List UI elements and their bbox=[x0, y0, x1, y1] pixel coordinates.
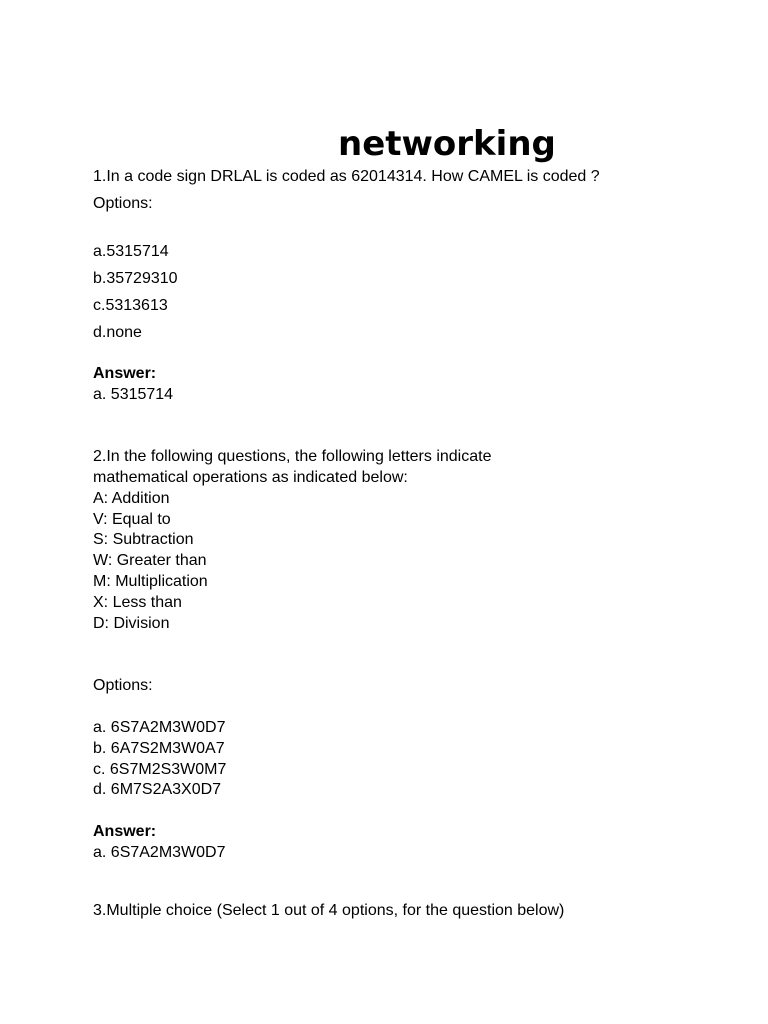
question-2-option-c: c. 6S7M2S3W0M7 bbox=[93, 761, 227, 778]
question-1-answer-label: Answer: bbox=[93, 365, 157, 382]
document-title: networking bbox=[338, 124, 556, 164]
question-1-option-a: a.5315714 bbox=[93, 243, 169, 260]
question-1-answer: a. 5315714 bbox=[93, 386, 174, 403]
question-2-option-b: b. 6A7S2M3W0A7 bbox=[93, 740, 225, 757]
question-1-option-c: c.5313613 bbox=[93, 297, 168, 314]
question-2-option-a: a. 6S7A2M3W0D7 bbox=[93, 719, 226, 736]
legend-item-addition: A: Addition bbox=[93, 490, 170, 507]
legend-item-multiplication: M: Multiplication bbox=[93, 573, 208, 590]
question-1-text: 1.In a code sign DRLAL is coded as 62014314. How CAMEL is coded ? bbox=[93, 168, 600, 185]
question-1-option-b: b.35729310 bbox=[93, 270, 178, 287]
question-3-text: 3.Multiple choice (Select 1 out of 4 options, for the question below) bbox=[93, 902, 565, 919]
question-2-options-label: Options: bbox=[93, 677, 153, 694]
question-1-options-label: Options: bbox=[93, 195, 153, 212]
question-1-option-d: d.none bbox=[93, 324, 142, 341]
legend-item-equal-to: V: Equal to bbox=[93, 511, 171, 528]
legend-item-division: D: Division bbox=[93, 615, 170, 632]
question-2-text-line-2: mathematical operations as indicated below: bbox=[93, 469, 408, 486]
question-2-text-line-1: 2.In the following questions, the following letters indicate bbox=[93, 448, 492, 465]
question-2-answer: a. 6S7A2M3W0D7 bbox=[93, 844, 226, 861]
legend-item-less-than: X: Less than bbox=[93, 594, 182, 611]
question-2-answer-label: Answer: bbox=[93, 823, 157, 840]
legend-item-greater-than: W: Greater than bbox=[93, 552, 207, 569]
legend-item-subtraction: S: Subtraction bbox=[93, 531, 194, 548]
question-2-option-d: d. 6M7S2A3X0D7 bbox=[93, 781, 222, 798]
